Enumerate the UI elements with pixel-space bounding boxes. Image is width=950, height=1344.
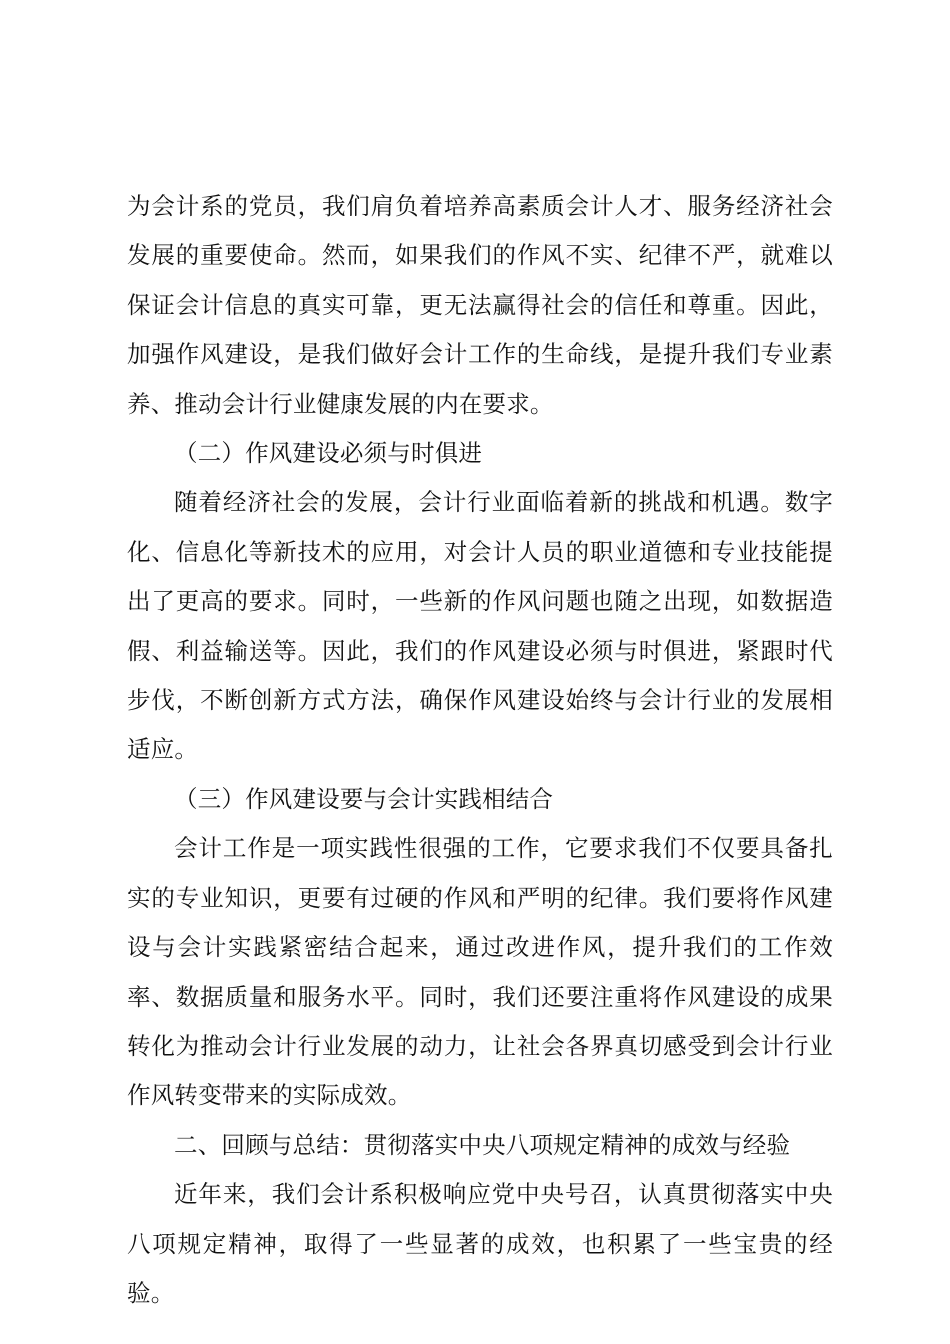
- document-body: [127, 182, 833, 1318]
- subheading-two: （二）作风建设必须与时俱进: [174, 439, 483, 468]
- body-paragraph: 随着经济社会的发展，会计行业面临着新的挑战和机遇。数字化、信息化等新技术的应用，对会计人员的职业道德和专业技能提出了更高的要求。同时，一些新的作风问题也随之出现，如数据造假、利益输送等。因此，我们的作风建设必须与时俱进，紧跟时代步伐，不断创新方式方法，确保作风建设始终与会计行业的发展相适应。: [127, 488, 833, 764]
- subheading-three: （三）作风建设要与会计实践相结合: [174, 784, 554, 813]
- body-paragraph: 近年来，我们会计系积极响应党中央号召，认真贯彻落实中央八项规定精神，取得了一些显著的成效，也积累了一些宝贵的经验。: [127, 1180, 833, 1307]
- body-paragraph: 会计工作是一项实践性很强的工作，它要求我们不仅要具备扎实的专业知识，更要有过硬的作风和严明的纪律。我们要将作风建设与会计实践紧密结合起来，通过改进作风，提升我们的工作效率、数据质量和服务水平。同时，我们还要注重将作风建设的成果转化为推动会计行业发展的动力，让社会各界真切感受到会计行业作风转变带来的实际成效。: [127, 834, 833, 1110]
- body-paragraph-continued: 为会计系的党员，我们肩负着培养高素质会计人才、服务经济社会发展的重要使命。然而，如果我们的作风不实、纪律不严，就难以保证会计信息的真实可靠，更无法赢得社会的信任和尊重。因此，加强作风建设，是我们做好会计工作的生命线，是提升我们专业素养、推动会计行业健康发展的内在要求。: [127, 192, 833, 418]
- section-heading: 二、回顾与总结：贯彻落实中央八项规定精神的成效与经验: [174, 1130, 791, 1159]
